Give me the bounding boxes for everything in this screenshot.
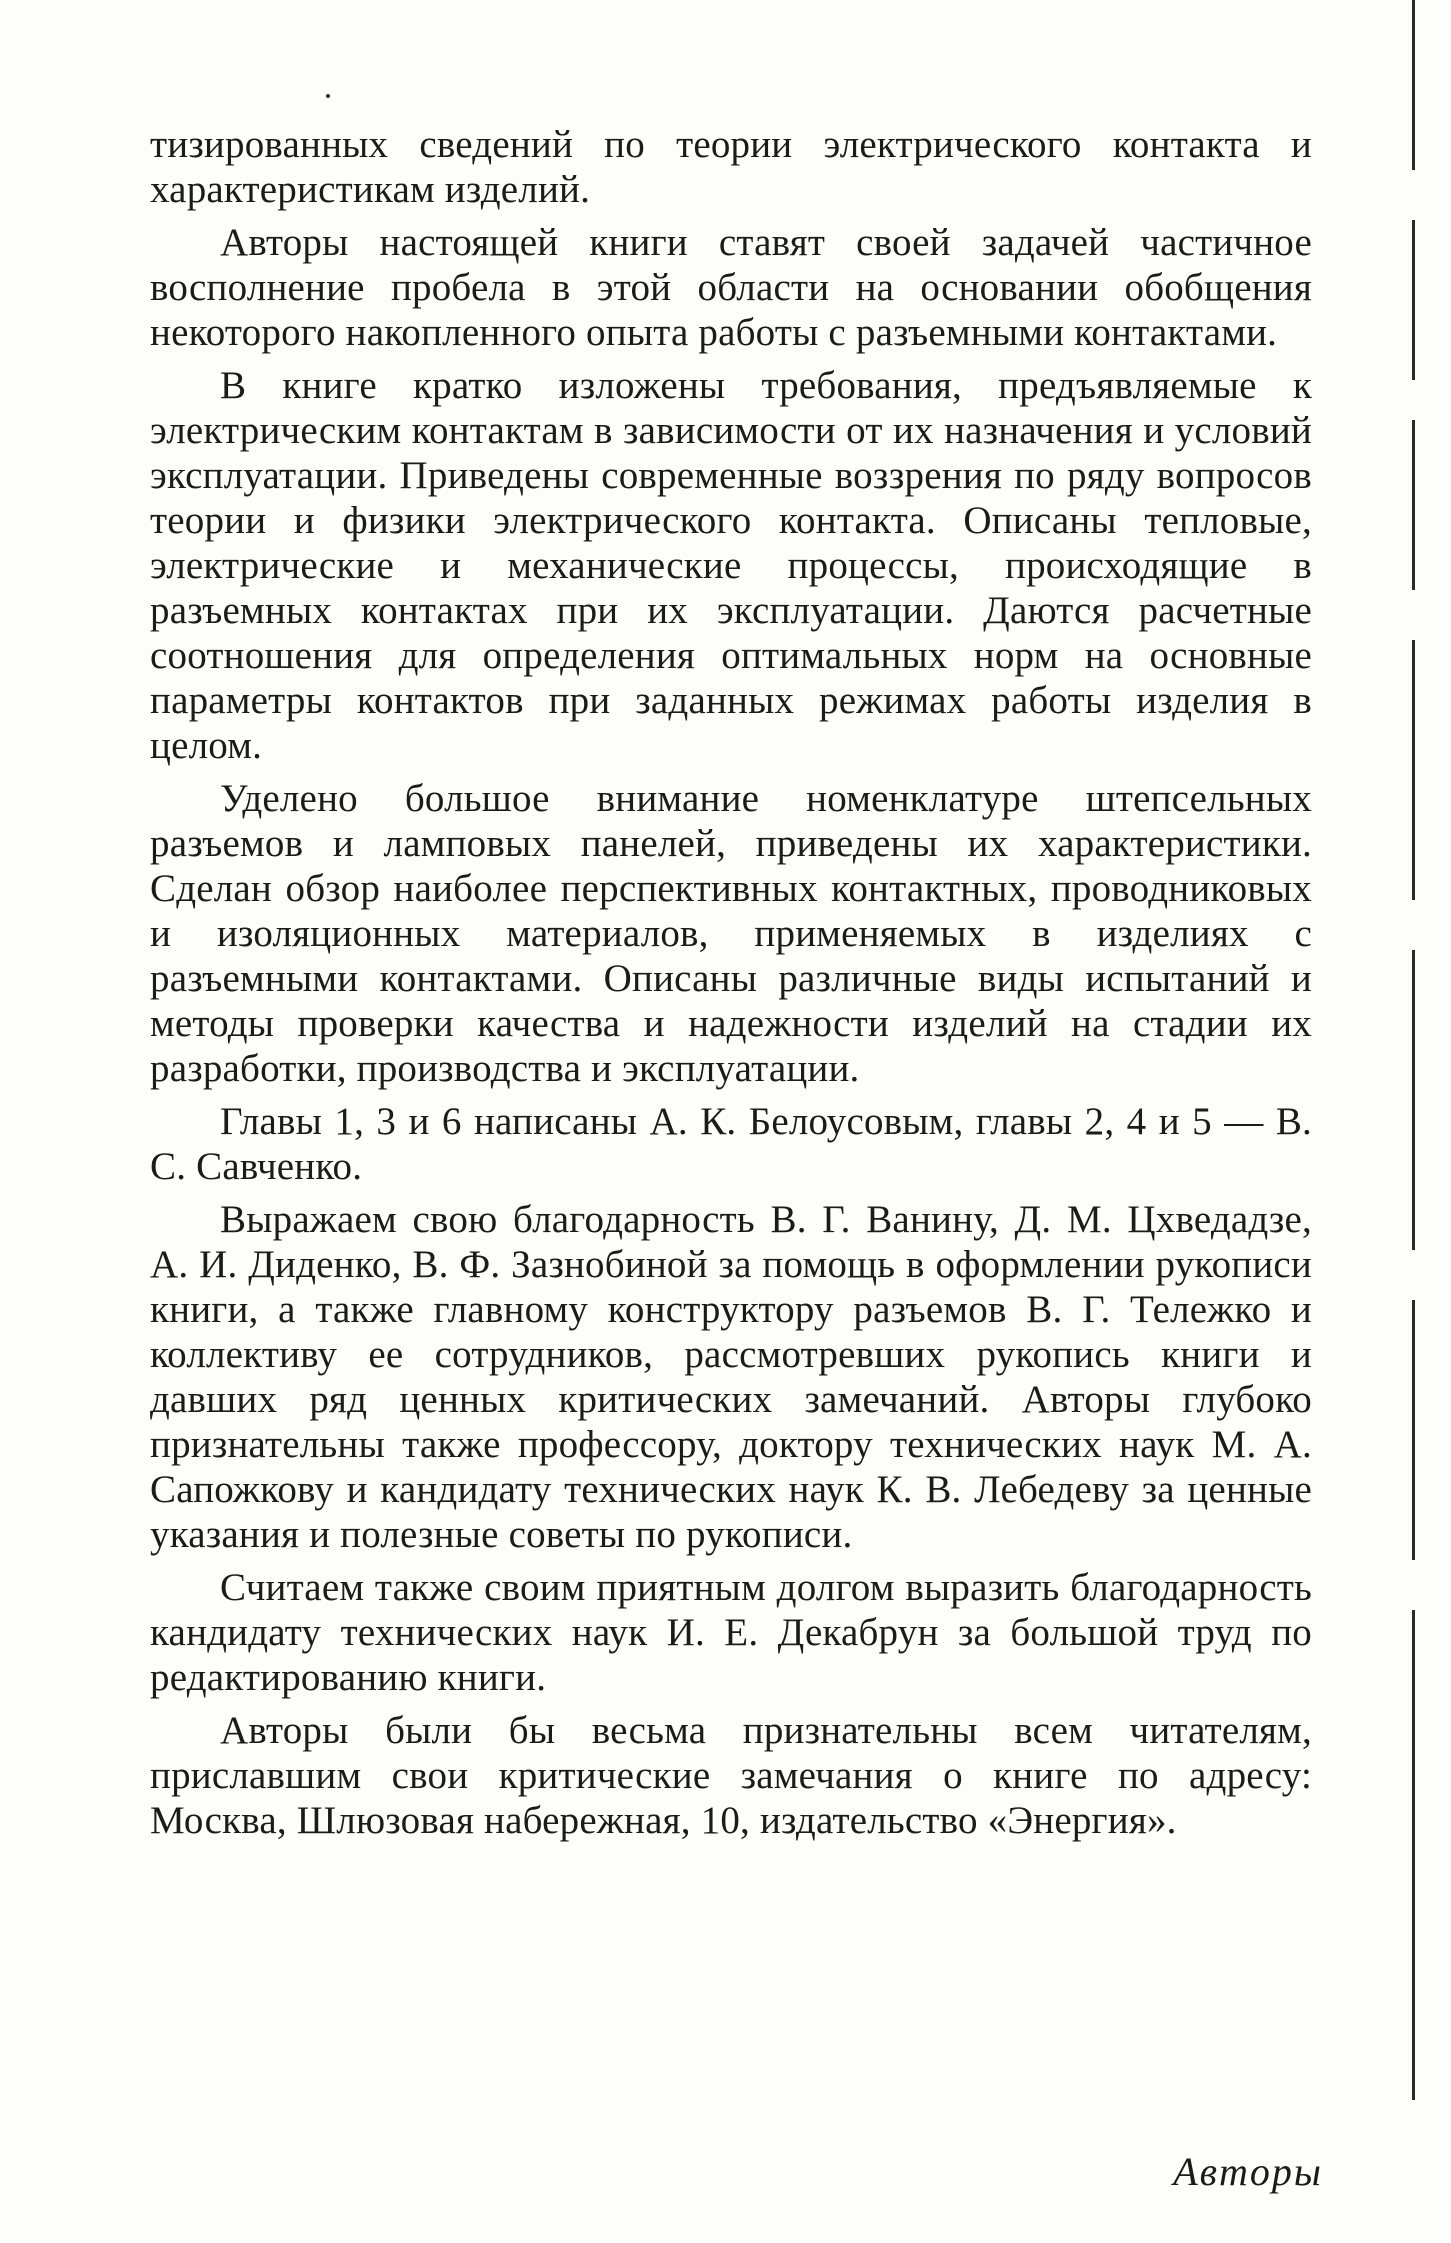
paragraph-chapter-authors: Главы 1, 3 и 6 написаны А. К. Белоусовым, главы 2, 4 и 5 — В. С. Савченко.	[150, 1100, 1312, 1188]
paragraph-contents-overview: В книге кратко изложены требования, предъявляемые к электрическим контактам в зависимости от их назначения и условий эксплуатации. Приведены современные воззрения по ряду вопросов теории и физики электрического контакта. Описаны тепловые, электрические и механические процессы, происходящие в разъемных контактах при их эксплуатации. Даются расчетные соотношения для определения оптимальных норм на основные параметры контактов при заданных режимах работы изделия в целом.	[150, 364, 1312, 767]
paragraph-editor-thanks: Считаем также своим приятным долгом выразить благодарность кандидату технических наук И. Е. Декабрун за большой труд по редактированию книги.	[150, 1566, 1312, 1699]
preface-text	[150, 122, 1312, 1851]
paragraph-materials-overview: Уделено большое внимание номенклатуре штепсельных разъемов и ламповых панелей, приведены их характеристики. Сделан обзор наиболее перспективных контактных, проводниковых и изоляционных материалов, применяемых в изделиях с разъемными контактами. Описаны различные виды испытаний и методы проверки качества и надежности изделий на стадии их разработки, производства и эксплуатации.	[150, 777, 1312, 1090]
authors-signature: Авторы	[1173, 2149, 1323, 2194]
print-speck	[326, 94, 330, 98]
paragraph-book-goal: Авторы настоящей книги ставят своей задачей частичное восполнение пробела в этой области на основании обобщения некоторого накопленного опыта работы с разъемными контактами.	[150, 221, 1312, 354]
paragraph-acknowledgements: Выражаем свою благодарность В. Г. Ванину, Д. М. Цхведадзе, А. И. Диденко, В. Ф. Зазнобиной за помощь в оформлении рукописи книги, а также главному конструктору разъемов В. Г. Тележко и коллективу ее сотрудников, рассмотревших рукопись книги и давших ряд ценных критических замечаний. Авторы глубоко признательны также профессору, доктору технических наук М. А. Сапожкову и кандидату технических наук К. В. Лебедеву за ценные указания и полезные советы по рукописи.	[150, 1198, 1312, 1556]
scan-edge-line	[1412, 0, 1415, 2243]
paragraph-reader-address: Авторы были бы весьма признательны всем читателям, приславшим свои критические замечания о книге по адресу: Москва, Шлюзовая набережная, 10, издательство «Энергия».	[150, 1709, 1312, 1842]
paragraph-continued: тизированных сведений по теории электрического контакта и характеристикам изделий.	[150, 123, 1312, 211]
